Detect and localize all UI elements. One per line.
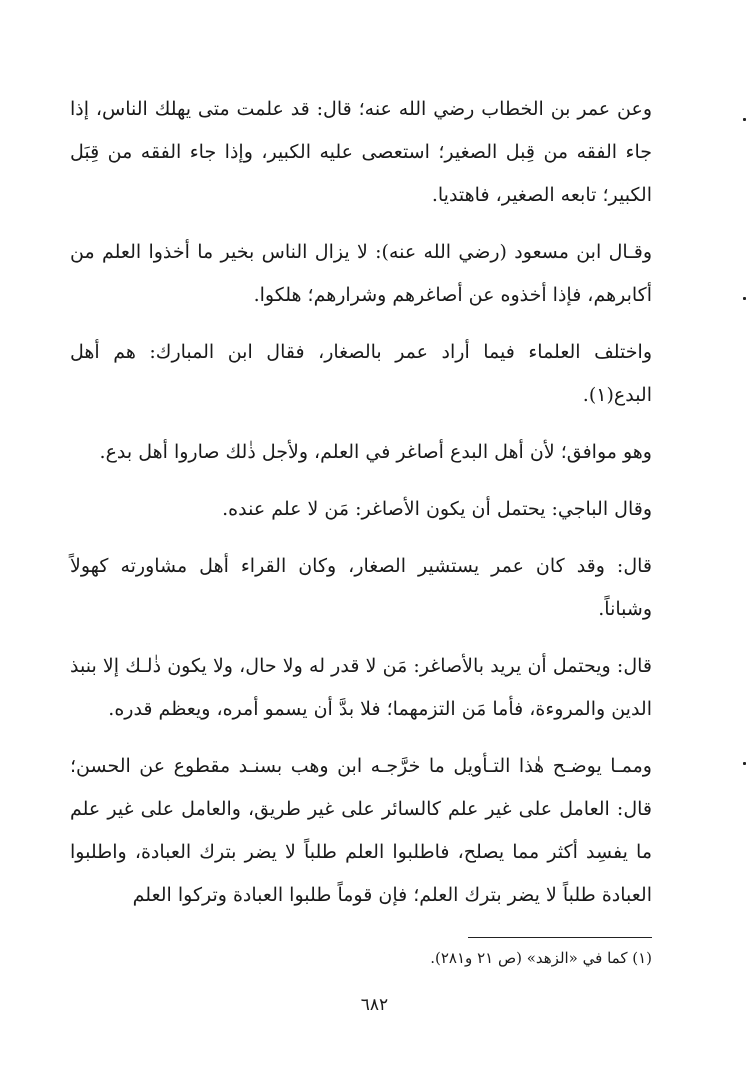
- footnote-divider: [468, 937, 652, 938]
- footnote: (١) كما في «الزهد» (ص ٢١ و٢٨١).: [430, 949, 652, 967]
- margin-mark: [743, 762, 746, 765]
- paragraph-3: واختلف العلماء فيما أراد عمر بالصغار، فقال ابن المبارك: هم أهل البدع(١).: [70, 341, 652, 406]
- paragraph-1: وعن عمر بن الخطاب رضي الله عنه؛ قال: قد علمت متى يهلك الناس، إذا جاء الفقه من قِبل الصغير؛ استعصى عليه الكبير، وإذا جاء الفقه من قِبَل الكبير؛ تابعه الصغير، فاهتديا.: [70, 98, 652, 206]
- page-number: ٦٨٢: [360, 995, 389, 1015]
- paragraph-6: قال: وقد كان عمر يستشير الصغار، وكان القراء أهل مشاورته كهولاً وشباناً.: [70, 555, 652, 620]
- paragraph-4: وهو موافق؛ لأن أهل البدع أصاغر في العلم، ولأجل ذٰلك صاروا أهل بدع.: [99, 441, 652, 463]
- paragraph-2: وقـال ابن مسعود (رضي الله عنه): لا يزال الناس بخير ما أخذوا العلم من أكابرهم، فإذا أخذوه عن أصاغرهم وشرارهم؛ هلكوا.: [70, 241, 652, 306]
- paragraph-7: قال: ويحتمل أن يريد بالأصاغر: مَن لا قدر له ولا حال، ولا يكون ذٰلـك إلا بنبذ الدين والمروءة، فأما مَن التزمهما؛ فلا بدَّ أن يسمو أمره، ويعظم قدره.: [70, 655, 652, 720]
- main-text: [70, 88, 652, 931]
- paragraph-8: وممـا يوضـح هٰذا التـأويل ما خرَّجـه ابن وهب بسنـد مقطوع عن الحسن؛ قال: العامل على غير علم كالسائر على غير طريق، والعامل على غير علم ما يفسِد أكثر مما يصلح، فاطلبوا العلم طلباً لا يضر بترك العبادة، واطلبوا العبادة طلباً لا يضر بترك العلم؛ فإن قوماً طلبوا العبادة وتركوا العلم: [70, 755, 652, 906]
- paragraph-5: وقال الباجي: يحتمل أن يكون الأصاغر: مَن لا علم عنده.: [222, 498, 652, 520]
- margin-mark: [743, 118, 746, 121]
- margin-mark: [743, 297, 746, 300]
